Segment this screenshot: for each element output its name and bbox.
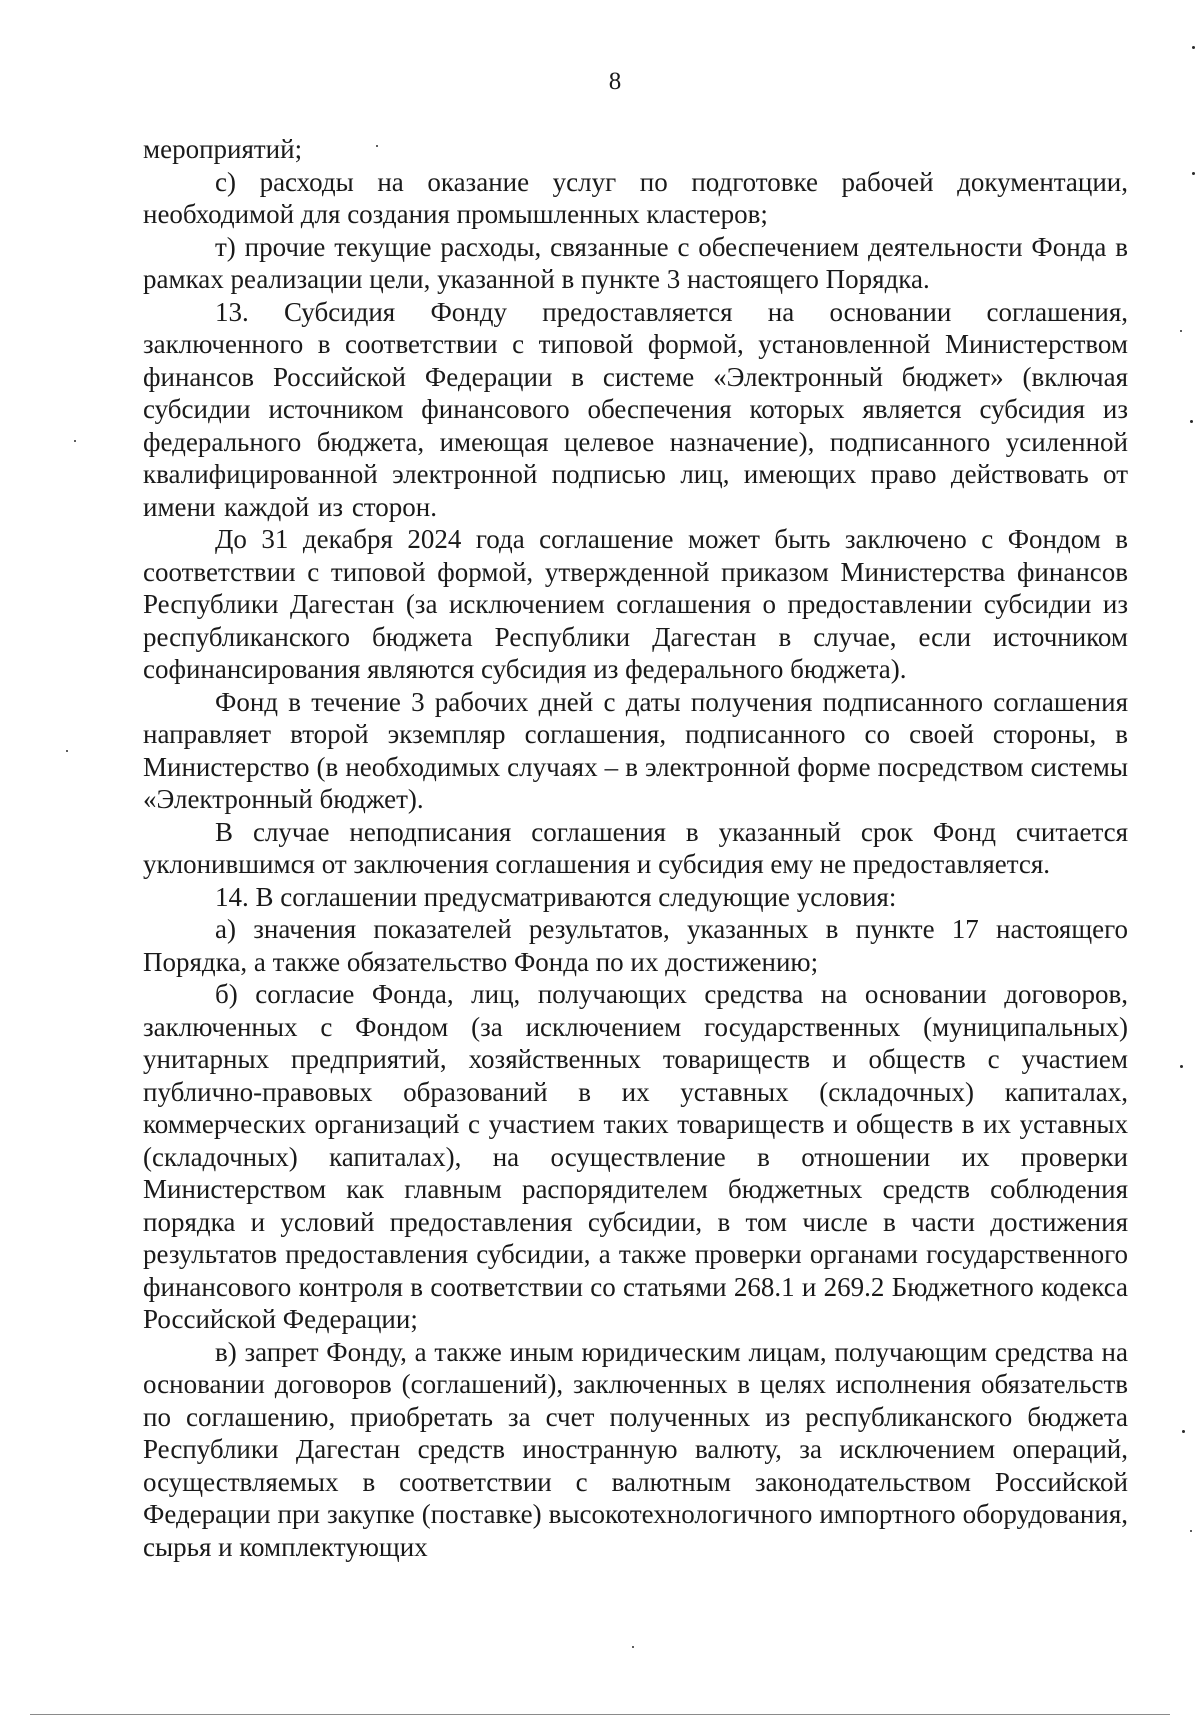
scan-bottom-edge — [30, 1714, 1170, 1715]
scan-speck — [1182, 1430, 1185, 1433]
scan-speck — [1180, 1065, 1183, 1068]
paragraph-continuation: мероприятий; — [143, 134, 303, 164]
scan-speck — [1190, 420, 1193, 423]
scan-speck — [1192, 46, 1195, 49]
paragraph-item-s: с) расходы на оказание услуг по подготовке рабочей документации, необходимой для создания промышленных кластеров; — [143, 166, 1128, 229]
scan-speck — [1190, 1530, 1192, 1532]
paragraph-deadline-2024: До 31 декабря 2024 года соглашение может быть заключено с Фондом в соответствии с типовой формой, утвержденной приказом Министерства финансов Республики Дагестан (за исключением соглашения о предоставлении субсидии из республиканского бюджета Республики Дагестан в случае, если источником софинансирования являются субсидия из федерального бюджета). — [143, 524, 1128, 684]
document-body — [143, 133, 1128, 1563]
scan-speck — [74, 440, 76, 442]
scan-speck — [1192, 172, 1195, 175]
scan-speck — [66, 750, 68, 752]
paragraph-non-signing: В случае неподписания соглашения в указанный срок Фонд считается уклонившимся от заключения соглашения и субсидия ему не предоставляется. — [143, 816, 1128, 879]
paragraph-clause-13: 13. Субсидия Фонду предоставляется на основании соглашения, заключенного в соответствии с типовой формой, установленной Министерством финансов Российской Федерации в системе «Электронный бюджет» (включая субсидии источником финансового обеспечения которых является субсидия из федерального бюджета, имеющая целевое назначение), подписанного усиленной квалифицированной электронной подписью лиц, имеющих право действовать от имени каждой из сторон. — [143, 296, 1128, 522]
scan-speck — [1180, 330, 1182, 332]
paragraph-item-t: т) прочие текущие расходы, связанные с обеспечением деятельности Фонда в рамках реализации цели, указанной в пункте 3 настоящего Порядка. — [143, 231, 1128, 294]
paragraph-item-b: б) согласие Фонда, лиц, получающих средства на основании договоров, заключенных с Фондом (за исключением государственных (муниципальных) унитарных предприятий, хозяйственных товариществ и обществ с участием публично-правовых образований в их уставных (складочных) капиталах, коммерческих организаций с участием таких товариществ и обществ в их уставных (складочных) капиталах), на осуществление в отношении их проверки Министерством как главным распорядителем бюджетных средств соблюдения порядка и условий предоставления субсидии, в том числе в части достижения результатов предоставления субсидии, а также проверки органами государственного финансового контроля в соответствии со статьями 268.1 и 269.2 Бюджетного кодекса Российской Федерации; — [143, 979, 1128, 1334]
paragraph-fund-3-days: Фонд в течение 3 рабочих дней с даты получения подписанного соглашения направляет второй экземпляр соглашения, подписанного со своей стороны, в Министерство (в необходимых случаях – в электронной форме посредством системы «Электронный бюджет). — [143, 686, 1128, 814]
paragraph-item-a: а) значения показателей результатов, указанных в пункте 17 настоящего Порядка, а также обязательство Фонда по их достижению; — [143, 914, 1128, 977]
scan-speck — [632, 1646, 634, 1648]
page-number: 8 — [608, 68, 622, 95]
scan-speck — [376, 145, 378, 147]
paragraph-item-v: в) запрет Фонду, а также иным юридическим лицам, получающим средства на основании договоров (соглашений), заключенных в целях исполнения обязательств по соглашению, приобретать за счет полученных из республиканского бюджета Республики Дагестан средств иностранную валюту, за исключением операций, осуществляемых в соответствии с валютным законодательством Российской Федерации при закупке (поставке) высокотехнологичного импортного оборудования, сырья и комплектующих — [143, 1336, 1128, 1562]
paragraph-clause-14: 14. В соглашении предусматриваются следующие условия: — [215, 881, 897, 912]
